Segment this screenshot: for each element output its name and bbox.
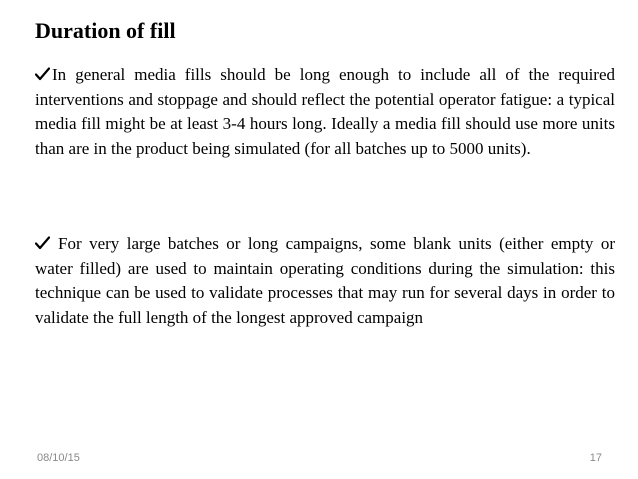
- bullet-text: In general media fills should be long enough to include all of the required interventions and stoppage and should reflect the potential operator fatigue: a typical media fill might be at least 3-4 hours long. Ideally a media fill should use more units than are in the product being simulated (for all batches up to 5000 units).: [35, 65, 615, 158]
- page-number: 17: [589, 452, 602, 464]
- checkmark-icon: [35, 236, 50, 250]
- bullet-text: For very large batches or long campaigns, some blank units (either empty or water filled) are used to maintain operating conditions during the simulation: this technique can be used to validate processes that may run for several days in order to validate the full length of the longest approved campaign: [35, 234, 615, 327]
- checkmark-icon: [35, 67, 50, 81]
- bullet-item: [35, 63, 615, 161]
- slide-title: Duration of fill: [35, 18, 176, 43]
- bullet-item: [35, 232, 615, 330]
- footer-date: 08/10/15: [37, 452, 80, 464]
